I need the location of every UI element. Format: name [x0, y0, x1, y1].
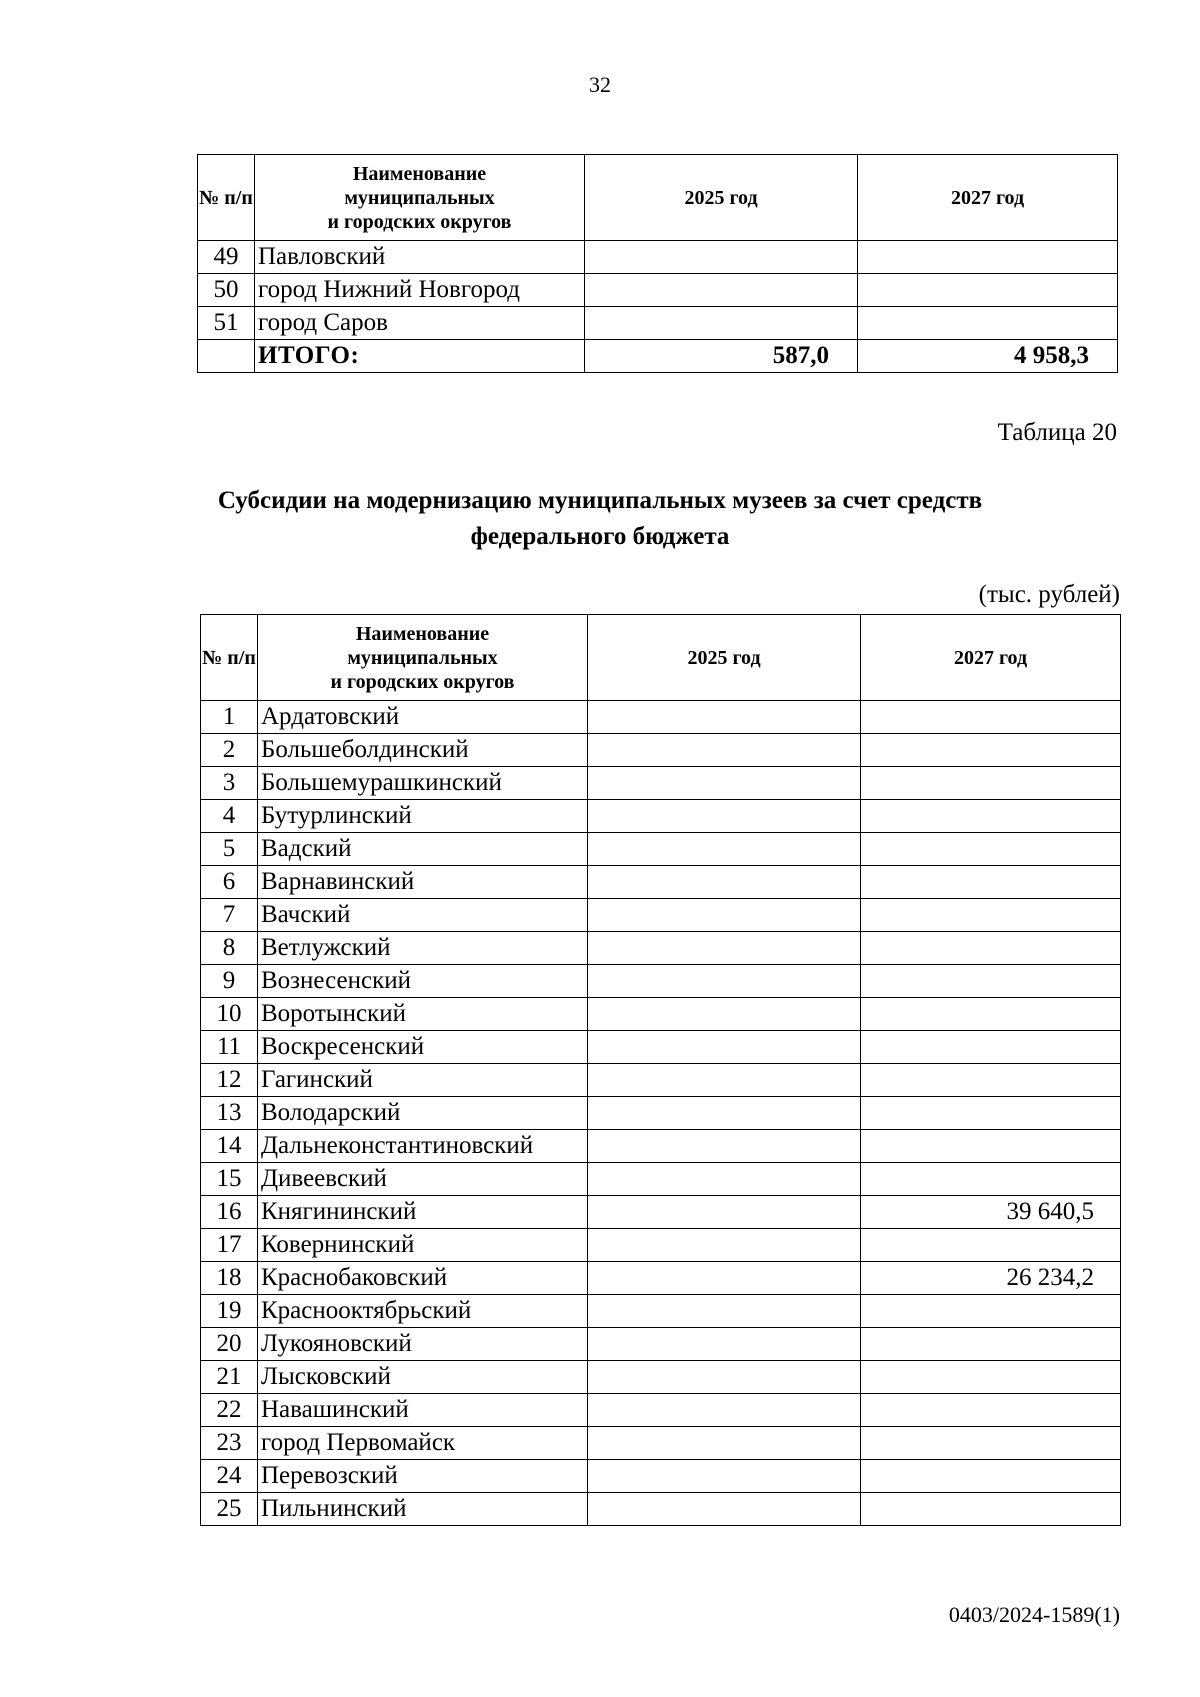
- row-name: Вачский: [258, 899, 588, 932]
- row-name: Пильнинский: [258, 1493, 588, 1526]
- row-number: 50: [198, 274, 255, 307]
- total-row: [198, 340, 1118, 373]
- row-value-2025: [588, 1460, 861, 1493]
- table-header-row: [198, 155, 1118, 241]
- row-value-2025: [588, 1031, 861, 1064]
- row-name: город Первомайск: [258, 1427, 588, 1460]
- table-row: [201, 1427, 1121, 1460]
- row-name: Краснооктябрьский: [258, 1295, 588, 1328]
- table-row: [201, 932, 1121, 965]
- row-name: Большеболдинский: [258, 734, 588, 767]
- row-number: 1: [201, 701, 258, 734]
- row-number: 8: [201, 932, 258, 965]
- row-number: 10: [201, 998, 258, 1031]
- row-name: Вадский: [258, 833, 588, 866]
- row-value-2027: [861, 1493, 1121, 1526]
- table-row: [201, 965, 1121, 998]
- row-name: Павловский: [255, 241, 585, 274]
- header-2025: 2025 год: [585, 155, 858, 241]
- table-header-row: [201, 615, 1121, 701]
- table-title-line-1: Субсидии на модернизацию муниципальных музеев за счет средств: [217, 487, 983, 514]
- header-name-line-2: муниципальных: [344, 186, 495, 209]
- row-name: Навашинский: [258, 1394, 588, 1427]
- row-value-2025: [588, 1493, 861, 1526]
- row-number: 21: [201, 1361, 258, 1394]
- row-value-2025: [585, 274, 858, 307]
- row-value-2027: [858, 274, 1118, 307]
- row-name: Ковернинский: [258, 1229, 588, 1262]
- total-2025: 587,0: [585, 340, 858, 373]
- header-name-line-1: Наименование: [352, 162, 487, 185]
- table-title: [100, 483, 1100, 555]
- row-number: 3: [201, 767, 258, 800]
- row-number: 17: [201, 1229, 258, 1262]
- row-value-2025: [588, 1427, 861, 1460]
- table-row: [201, 833, 1121, 866]
- row-number: 9: [201, 965, 258, 998]
- row-name: Гагинский: [258, 1064, 588, 1097]
- row-number: 49: [198, 241, 255, 274]
- row-value-2027: [861, 899, 1121, 932]
- table-row: [201, 1394, 1121, 1427]
- row-name: Большемурашкинский: [258, 767, 588, 800]
- table-row: [198, 241, 1118, 274]
- row-number: 19: [201, 1295, 258, 1328]
- table-label: Таблица 20: [997, 419, 1117, 446]
- row-value-2027: [861, 734, 1121, 767]
- row-value-2025: [588, 1097, 861, 1130]
- row-number: 15: [201, 1163, 258, 1196]
- row-number: 16: [201, 1196, 258, 1229]
- row-value-2027: [861, 1130, 1121, 1163]
- table-row: [198, 274, 1118, 307]
- row-number: 23: [201, 1427, 258, 1460]
- row-number: 13: [201, 1097, 258, 1130]
- header-no: № п/п: [198, 155, 255, 241]
- row-value-2027: [861, 1460, 1121, 1493]
- header-2027: 2027 год: [858, 155, 1118, 241]
- row-value-2027: [861, 866, 1121, 899]
- row-number: 6: [201, 866, 258, 899]
- row-value-2025: [588, 1130, 861, 1163]
- table-row: [201, 1262, 1121, 1295]
- row-name: город Саров: [255, 307, 585, 340]
- row-value-2027: [861, 767, 1121, 800]
- table-continued: [197, 154, 1118, 373]
- row-name: Ардатовский: [258, 701, 588, 734]
- row-name: Воротынский: [258, 998, 588, 1031]
- table-row: [201, 1295, 1121, 1328]
- row-value-2025: [588, 1196, 861, 1229]
- row-value-2027: [861, 1229, 1121, 1262]
- row-value-2027: 26 234,2: [861, 1262, 1121, 1295]
- row-number: 5: [201, 833, 258, 866]
- row-value-2027: [858, 307, 1118, 340]
- row-name: Дивеевский: [258, 1163, 588, 1196]
- header-name: [255, 155, 585, 241]
- header-name-line-3: и городских округов: [330, 670, 515, 693]
- row-name: Лукояновский: [258, 1328, 588, 1361]
- table-row: [201, 1493, 1121, 1526]
- row-name: город Нижний Новгород: [255, 274, 585, 307]
- row-number: 2: [201, 734, 258, 767]
- header-name: [258, 615, 588, 701]
- row-number: 7: [201, 899, 258, 932]
- row-value-2025: [588, 1064, 861, 1097]
- row-value-2025: [588, 734, 861, 767]
- row-number: 25: [201, 1493, 258, 1526]
- row-name: Володарский: [258, 1097, 588, 1130]
- row-name: Княгининский: [258, 1196, 588, 1229]
- header-name-line-2: муниципальных: [347, 646, 498, 669]
- row-value-2025: [588, 800, 861, 833]
- row-value-2027: [861, 998, 1121, 1031]
- row-value-2025: [588, 701, 861, 734]
- header-name-line-1: Наименование: [355, 622, 490, 645]
- row-value-2027: [861, 1163, 1121, 1196]
- table-row: [198, 307, 1118, 340]
- row-name: Ветлужский: [258, 932, 588, 965]
- row-value-2025: [588, 1394, 861, 1427]
- row-value-2027: [861, 1328, 1121, 1361]
- table-row: [201, 701, 1121, 734]
- row-value-2027: [861, 1361, 1121, 1394]
- row-name: Бутурлинский: [258, 800, 588, 833]
- row-name: Вознесенский: [258, 965, 588, 998]
- row-value-2025: [588, 1229, 861, 1262]
- page-number: 32: [589, 72, 611, 97]
- table-row: [201, 1229, 1121, 1262]
- row-value-2025: [588, 1262, 861, 1295]
- table-row: [201, 998, 1121, 1031]
- header-2025: 2025 год: [588, 615, 861, 701]
- table-row: [201, 1163, 1121, 1196]
- row-value-2025: [585, 307, 858, 340]
- row-number: 11: [201, 1031, 258, 1064]
- row-number: 22: [201, 1394, 258, 1427]
- row-name: Лысковский: [258, 1361, 588, 1394]
- total-2027: 4 958,3: [858, 340, 1118, 373]
- table-title-line-2: федерального бюджета: [470, 523, 730, 550]
- row-value-2025: [588, 899, 861, 932]
- row-value-2027: [861, 965, 1121, 998]
- row-value-2027: [861, 701, 1121, 734]
- table-row: [201, 1328, 1121, 1361]
- table-row: [201, 1031, 1121, 1064]
- row-name: Воскресенский: [258, 1031, 588, 1064]
- table-row: [201, 1460, 1121, 1493]
- row-value-2027: [861, 1295, 1121, 1328]
- row-value-2027: [861, 1427, 1121, 1460]
- table-row: [201, 1097, 1121, 1130]
- row-name: Краснобаковский: [258, 1262, 588, 1295]
- row-number: 20: [201, 1328, 258, 1361]
- row-value-2027: [861, 1031, 1121, 1064]
- header-name-line-3: и городских округов: [327, 210, 512, 233]
- table-row: [201, 800, 1121, 833]
- subsidies-table: [200, 614, 1121, 1526]
- row-value-2027: [861, 800, 1121, 833]
- row-number: 51: [198, 307, 255, 340]
- row-value-2027: [861, 833, 1121, 866]
- row-value-2025: [588, 1163, 861, 1196]
- row-number: 14: [201, 1130, 258, 1163]
- table-row: [201, 1064, 1121, 1097]
- row-value-2025: [588, 1328, 861, 1361]
- row-name: Дальнеконстантиновский: [258, 1130, 588, 1163]
- table-row: [201, 1130, 1121, 1163]
- row-number: 12: [201, 1064, 258, 1097]
- row-value-2027: 39 640,5: [861, 1196, 1121, 1229]
- total-label: ИТОГО:: [255, 340, 585, 373]
- units-label: (тыс. рублей): [978, 581, 1120, 608]
- row-value-2027: [861, 1064, 1121, 1097]
- table-row: [201, 767, 1121, 800]
- table-row: [201, 1196, 1121, 1229]
- document-code: 0403/2024-1589(1): [948, 1602, 1120, 1627]
- table-row: [201, 734, 1121, 767]
- table-row: [201, 1361, 1121, 1394]
- row-value-2025: [588, 1295, 861, 1328]
- row-number: 24: [201, 1460, 258, 1493]
- table-row: [201, 899, 1121, 932]
- row-value-2025: [588, 965, 861, 998]
- row-name: Перевозский: [258, 1460, 588, 1493]
- row-value-2027: [861, 932, 1121, 965]
- header-no: № п/п: [201, 615, 258, 701]
- row-value-2025: [585, 241, 858, 274]
- row-number: 4: [201, 800, 258, 833]
- row-value-2025: [588, 833, 861, 866]
- row-value-2027: [861, 1097, 1121, 1130]
- total-number-empty: [198, 340, 255, 373]
- row-value-2027: [861, 1394, 1121, 1427]
- row-value-2025: [588, 932, 861, 965]
- row-value-2025: [588, 998, 861, 1031]
- row-name: Варнавинский: [258, 866, 588, 899]
- row-value-2025: [588, 767, 861, 800]
- header-2027: 2027 год: [861, 615, 1121, 701]
- table-row: [201, 866, 1121, 899]
- row-value-2025: [588, 1361, 861, 1394]
- row-value-2025: [588, 866, 861, 899]
- row-value-2027: [858, 241, 1118, 274]
- row-number: 18: [201, 1262, 258, 1295]
